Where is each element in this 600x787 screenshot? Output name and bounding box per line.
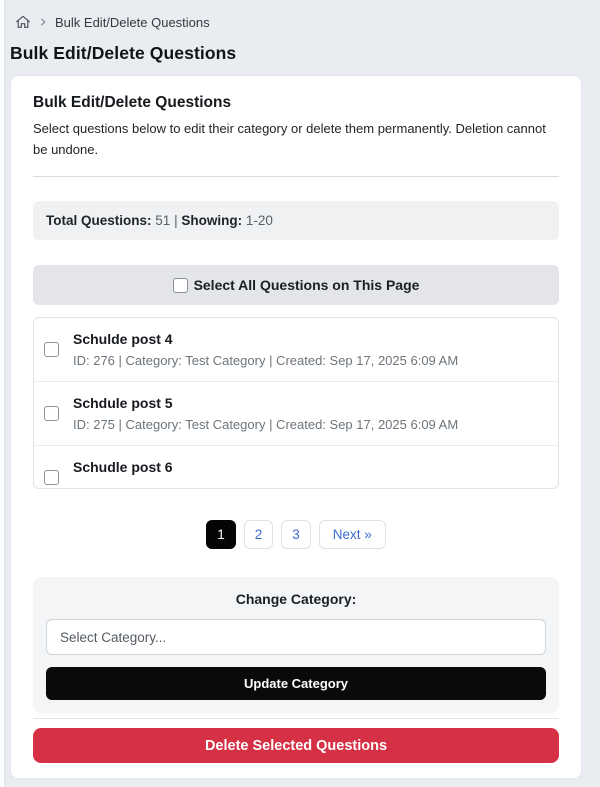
stats-showing-value: 1-20 [245, 213, 273, 228]
change-category-panel [33, 577, 559, 713]
question-row [34, 318, 558, 381]
home-icon[interactable] [15, 14, 31, 30]
category-select[interactable] [46, 619, 546, 655]
card-description: Select questions below to edit their category or delete them permanently. Deletion cannot be undone. [33, 121, 546, 157]
divider [33, 176, 559, 177]
question-meta: ID: 275 | Category: Test Category | Created: Sep 17, 2025 6:09 AM [73, 417, 459, 432]
pagination-page-1[interactable]: 1 [206, 520, 236, 549]
card-heading: Bulk Edit/Delete Questions [33, 94, 232, 111]
question-list [33, 317, 559, 489]
pagination-page-2[interactable]: 2 [244, 520, 274, 549]
stats-showing-label: Showing: [181, 213, 243, 228]
delete-selected-button[interactable]: Delete Selected Questions [33, 728, 559, 763]
select-all-label: Select All Questions on This Page [193, 277, 420, 293]
page-title: Bulk Edit/Delete Questions [10, 43, 237, 63]
question-title: Schulde post 4 [73, 331, 173, 347]
update-category-button[interactable]: Update Category [46, 667, 546, 700]
breadcrumb-current: Bulk Edit/Delete Questions [55, 14, 210, 30]
divider [33, 718, 559, 719]
question-title: Schudle post 6 [73, 459, 173, 475]
breadcrumb [10, 14, 582, 30]
pagination-page-3[interactable]: 3 [281, 520, 311, 549]
question-checkbox[interactable] [44, 470, 59, 485]
question-meta [73, 481, 173, 489]
change-category-title: Change Category: [235, 591, 357, 607]
question-row [34, 381, 558, 445]
question-checkbox[interactable] [44, 342, 59, 357]
chevron-right-icon [38, 17, 48, 27]
question-meta: ID: 276 | Category: Test Category | Created: Sep 17, 2025 6:09 AM [73, 353, 459, 368]
stats-total-value: 51 [155, 213, 171, 228]
stats-bar [33, 201, 559, 240]
bulk-edit-card [10, 75, 582, 779]
select-all-bar [33, 265, 559, 305]
pagination-next-button[interactable]: Next » [319, 520, 386, 549]
pagination [33, 520, 559, 549]
question-checkbox[interactable] [44, 406, 59, 421]
select-all-checkbox[interactable] [173, 278, 188, 293]
stats-total-label: Total Questions: [46, 213, 152, 228]
question-title: Schdule post 5 [73, 395, 173, 411]
category-select-placeholder: Select Category... [60, 629, 167, 645]
stats-separator: | [174, 213, 178, 228]
question-row [34, 445, 558, 489]
